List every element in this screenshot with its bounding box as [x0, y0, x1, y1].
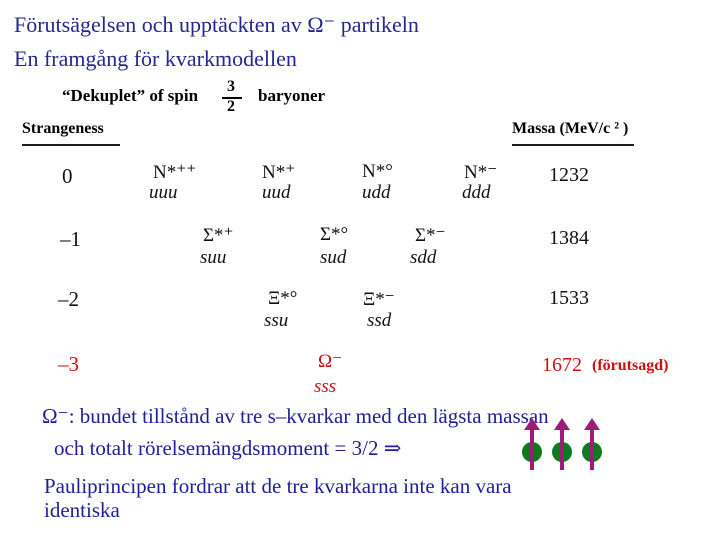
strangeness-value: 0 [62, 164, 73, 188]
strangeness-value: –2 [58, 287, 79, 311]
subtitle-suffix: baryoner [258, 86, 326, 105]
strangeness-header: Strangeness [22, 120, 104, 137]
explanation-line-3: Pauliprincipen fordrar att de tre kvarkarna inte kan vara [44, 474, 512, 498]
strangeness-header-rule [22, 144, 120, 146]
quark-content: uud [262, 182, 291, 203]
particle-name: N*° [362, 161, 393, 182]
spin-arrow-head-icon [524, 418, 540, 430]
mass-value: 1533 [549, 287, 589, 309]
spin-arrow-head-icon [554, 418, 570, 430]
particle-name: Σ*⁺ [203, 225, 234, 246]
quark-spin-up-icon [590, 430, 594, 470]
omega-quarks: sss [314, 376, 337, 397]
particle-name: Σ*⁻ [415, 225, 446, 246]
quark-spin-up-icon [530, 430, 534, 470]
spin-arrow-head-icon [584, 418, 600, 430]
quark-content: udd [362, 182, 391, 203]
quark-content: suu [200, 247, 227, 268]
particle-name: N*⁺ [262, 162, 296, 183]
predicted-note: (förutsagd) [592, 357, 669, 374]
strangeness-value: –1 [60, 227, 81, 251]
particle-name: Ξ*° [268, 288, 298, 309]
quark-content: uuu [149, 182, 178, 203]
explanation-line-4: identiska [44, 498, 120, 522]
explanation-line-2: och totalt rörelsemängdsmoment = 3/2 ⇒ [54, 436, 402, 460]
spin-numerator: 3 [227, 78, 235, 95]
explanation-line-1: Ω⁻: bundet tillstånd av tre s–kvarkar med den lägsta massan [42, 404, 549, 428]
quark-content: ssu [264, 310, 289, 331]
quark-content: ddd [462, 182, 491, 203]
mass-header: Massa (MeV/c ² ) [512, 120, 629, 137]
quark-content: sdd [410, 247, 437, 268]
subtitle-prefix: “Dekuplet” of spin [62, 86, 199, 105]
mass-value: 1232 [549, 164, 589, 186]
spin-denominator: 2 [227, 98, 235, 115]
mass-value: 1672 [542, 354, 582, 376]
particle-name: N*⁺⁺ [153, 162, 197, 183]
omega-name: Ω⁻ [318, 351, 343, 372]
page-title-line2: En framgång för kvarkmodellen [14, 46, 297, 71]
particle-name: Σ*° [320, 224, 349, 245]
mass-value: 1384 [549, 227, 589, 249]
mass-header-rule [512, 144, 634, 146]
quark-content: ssd [367, 310, 392, 331]
quark-spin-up-icon [560, 430, 564, 470]
quark-content: sud [320, 247, 347, 268]
particle-name: N*⁻ [464, 162, 498, 183]
page-title-line1: Förutsägelsen och upptäckten av Ω⁻ partikeln [14, 12, 419, 37]
strangeness-value: –3 [58, 352, 79, 376]
particle-name: Ξ*⁻ [363, 289, 395, 310]
